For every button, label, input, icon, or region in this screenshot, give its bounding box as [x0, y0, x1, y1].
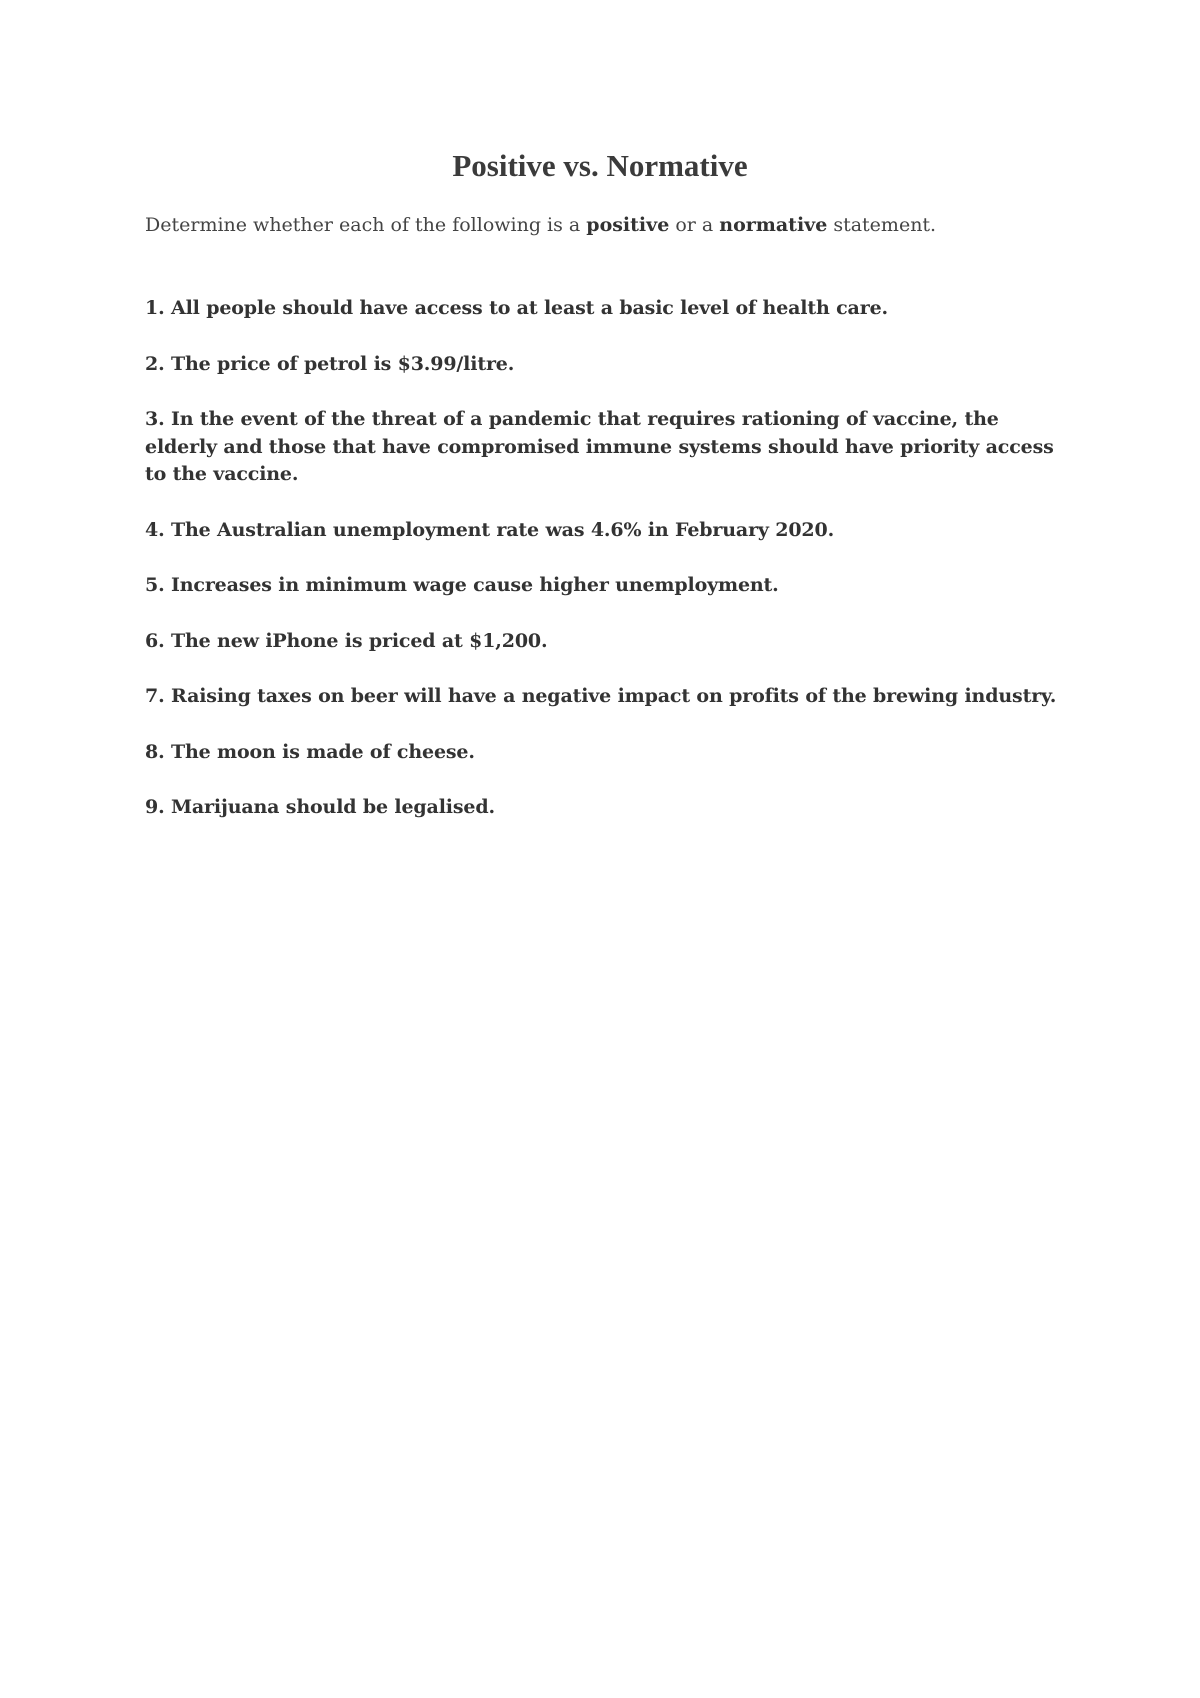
- instructions-prefix: Determine whether each of the following is a: [145, 214, 587, 236]
- instructions-suffix: statement.: [827, 214, 937, 236]
- instructions-middle: or a: [669, 214, 720, 236]
- question-item: 8. The moon is made of cheese.: [145, 740, 475, 763]
- question-item: 7. Raising taxes on beer will have a negative impact on profits of the brewing industry.: [145, 685, 1057, 707]
- question-item: 3. In the event of the threat of a pandemic that requires rationing of vaccine, the elderly and those that have compromised immune systems should have priority access to the vaccine.: [145, 408, 1054, 485]
- question-item: 6. The new iPhone is priced at $1,200.: [145, 629, 548, 652]
- question-list: [145, 295, 1065, 850]
- question-item: 1. All people should have access to at least a basic level of health care.: [145, 297, 888, 319]
- question-item: 5. Increases in minimum wage cause higher unemployment.: [145, 574, 779, 596]
- question-item: 9. Marijuana should be legalised.: [145, 796, 495, 818]
- question-item: 2. The price of petrol is $3.99/litre.: [145, 352, 515, 375]
- term-normative: normative: [719, 214, 828, 236]
- page-title: Positive vs. Normative: [452, 148, 748, 183]
- question-item: 4. The Australian unemployment rate was 4.6% in February 2020.: [145, 518, 835, 541]
- instructions: [145, 212, 1065, 238]
- term-positive: positive: [586, 214, 670, 236]
